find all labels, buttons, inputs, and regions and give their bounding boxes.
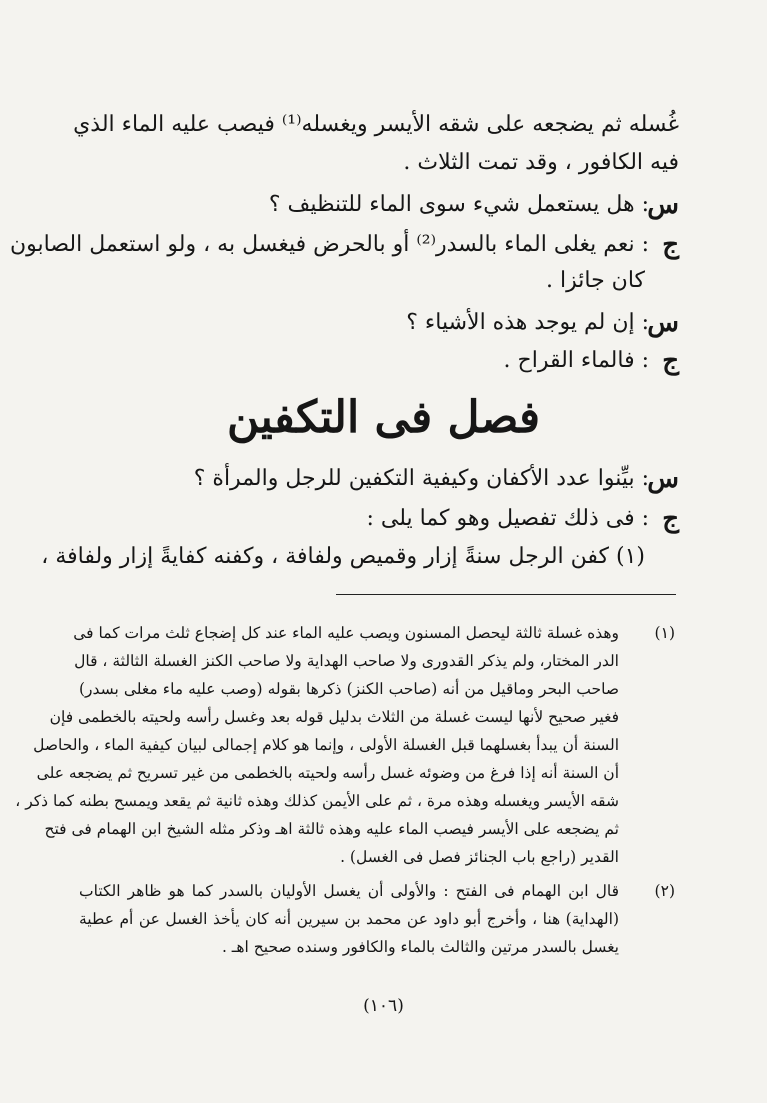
- answer-text-line-1: : نعم يغلى الماء بالسدر⁽²⁾ أو بالحرض فيغسل به ، ولو استعمل الصابون: [9, 232, 649, 257]
- footnote-line: السنة أن يبدأ بغسلهما قبل الغسلة الأولى ، وإنما هو كلام إجمالى لبيان كيفية الماء ، والحاصل: [33, 736, 619, 754]
- answer-text: : فالماء القراح .: [503, 348, 649, 373]
- footnote-line: وهذه غسلة ثالثة ليحصل المسنون ويصب عليه الماء عند كل إضجاع ثلث مرات كما فى: [73, 624, 619, 642]
- footnote-line: صاحب البحر وماقيل من أنه (صاحب الكنز) ذكرها بقوله (وصب عليه ماء مغلى بسدر): [79, 680, 619, 698]
- footnote-line: الدر المختار، ولم يذكر القدورى ولا صاحب الهداية ولا صاحب الكنز الغسلة الثالثة ، قال: [74, 652, 619, 670]
- question-marker: س: [647, 308, 679, 338]
- footnote-separator: [336, 594, 676, 595]
- question-text: : إن لم يوجد هذه الأشياء ؟: [406, 310, 649, 335]
- footnote-line: فغير صحيح لأنها ليست غسلة من الثلاث بدليل قوله بعد وغسل رأسه ولحيته بالخطمى فإن: [49, 708, 619, 726]
- answer-text-line-2: كان جائزا .: [546, 268, 645, 293]
- question-marker: س: [647, 190, 679, 220]
- question-text: : بيِّنوا عدد الأكفان وكيفية التكفين للرجل والمرأة ؟: [193, 466, 649, 491]
- answer-marker: ج: [662, 230, 679, 260]
- question-text: : هل يستعمل شيء سوى الماء للتنظيف ؟: [268, 192, 649, 217]
- footnote-line: (الهداية) هنا ، وأخرج أبو داود عن محمد بن سيرين أنه كان يأخذ الغسل عن أم عطية: [79, 910, 619, 928]
- footnote-number: (١): [654, 624, 675, 642]
- question-text-content: إن لم يوجد هذه الأشياء ؟: [406, 310, 635, 335]
- question-marker: س: [647, 464, 679, 494]
- footnote-line: شقه الأيسر ويغسله وهذه مرة ، ثم على الأيمن كذلك وهذه ثانية ثم يقعد ويمسح بطنه كما ذكر ،: [15, 792, 619, 810]
- question-text-content: بيِّنوا عدد الأكفان وكيفية التكفين للرجل والمرأة ؟: [193, 466, 635, 491]
- footnote-line: ثم يضجعه على الأيسر فيصب الماء عليه وهذه ثالثة اهـ وذكر مثله الشيخ ابن الهمام فى فتح: [44, 820, 619, 838]
- answer-text-content: نعم يغلى الماء بالسدر⁽²⁾ أو بالحرض فيغسل به ، ولو استعمل الصابون: [9, 232, 635, 257]
- intro-line-2: فيه الكافور ، وقد تمت الثلاث .: [403, 150, 679, 175]
- list-item: (١) كفن الرجل سنةً إزار وقميص ولفافة ، وكفنه كفايةً إزار ولفافة ،: [41, 544, 645, 569]
- question-text-content: هل يستعمل شيء سوى الماء للتنظيف ؟: [268, 192, 635, 217]
- answer-text-content: فى ذلك تفصيل وهو كما يلى :: [366, 506, 635, 531]
- intro-line-1: غُسله ثم يضجعه على شقه الأيسر ويغسله⁽¹⁾ فيصب عليه الماء الذي: [73, 112, 679, 137]
- footnote-line: القدير (راجع باب الجنائز فصل فى الغسل) .: [340, 848, 619, 866]
- footnote-number: (٢): [654, 882, 675, 900]
- answer-marker: ج: [662, 504, 679, 534]
- page-number: (١٠٦): [363, 996, 404, 1016]
- footnote-line: قال ابن الهمام فى الفتح : والأولى أن يغسل الأوليان بالسدر كما هو ظاهر الكتاب: [79, 882, 619, 900]
- answer-text: : فى ذلك تفصيل وهو كما يلى :: [366, 506, 649, 531]
- footnote-line: يغسل بالسدر مرتين والثالث بالماء والكافور وسنده صحيح اهـ .: [221, 938, 619, 956]
- section-title: فصل فى التكفين: [226, 392, 541, 443]
- answer-marker: ج: [662, 346, 679, 376]
- footnote-line: أن السنة أنه إذا فرغ من وضوئه غسل رأسه ولحيته بالخطمى من غير تسريح ثم يضجعه على: [36, 764, 619, 782]
- answer-text-content: فالماء القراح .: [503, 348, 635, 373]
